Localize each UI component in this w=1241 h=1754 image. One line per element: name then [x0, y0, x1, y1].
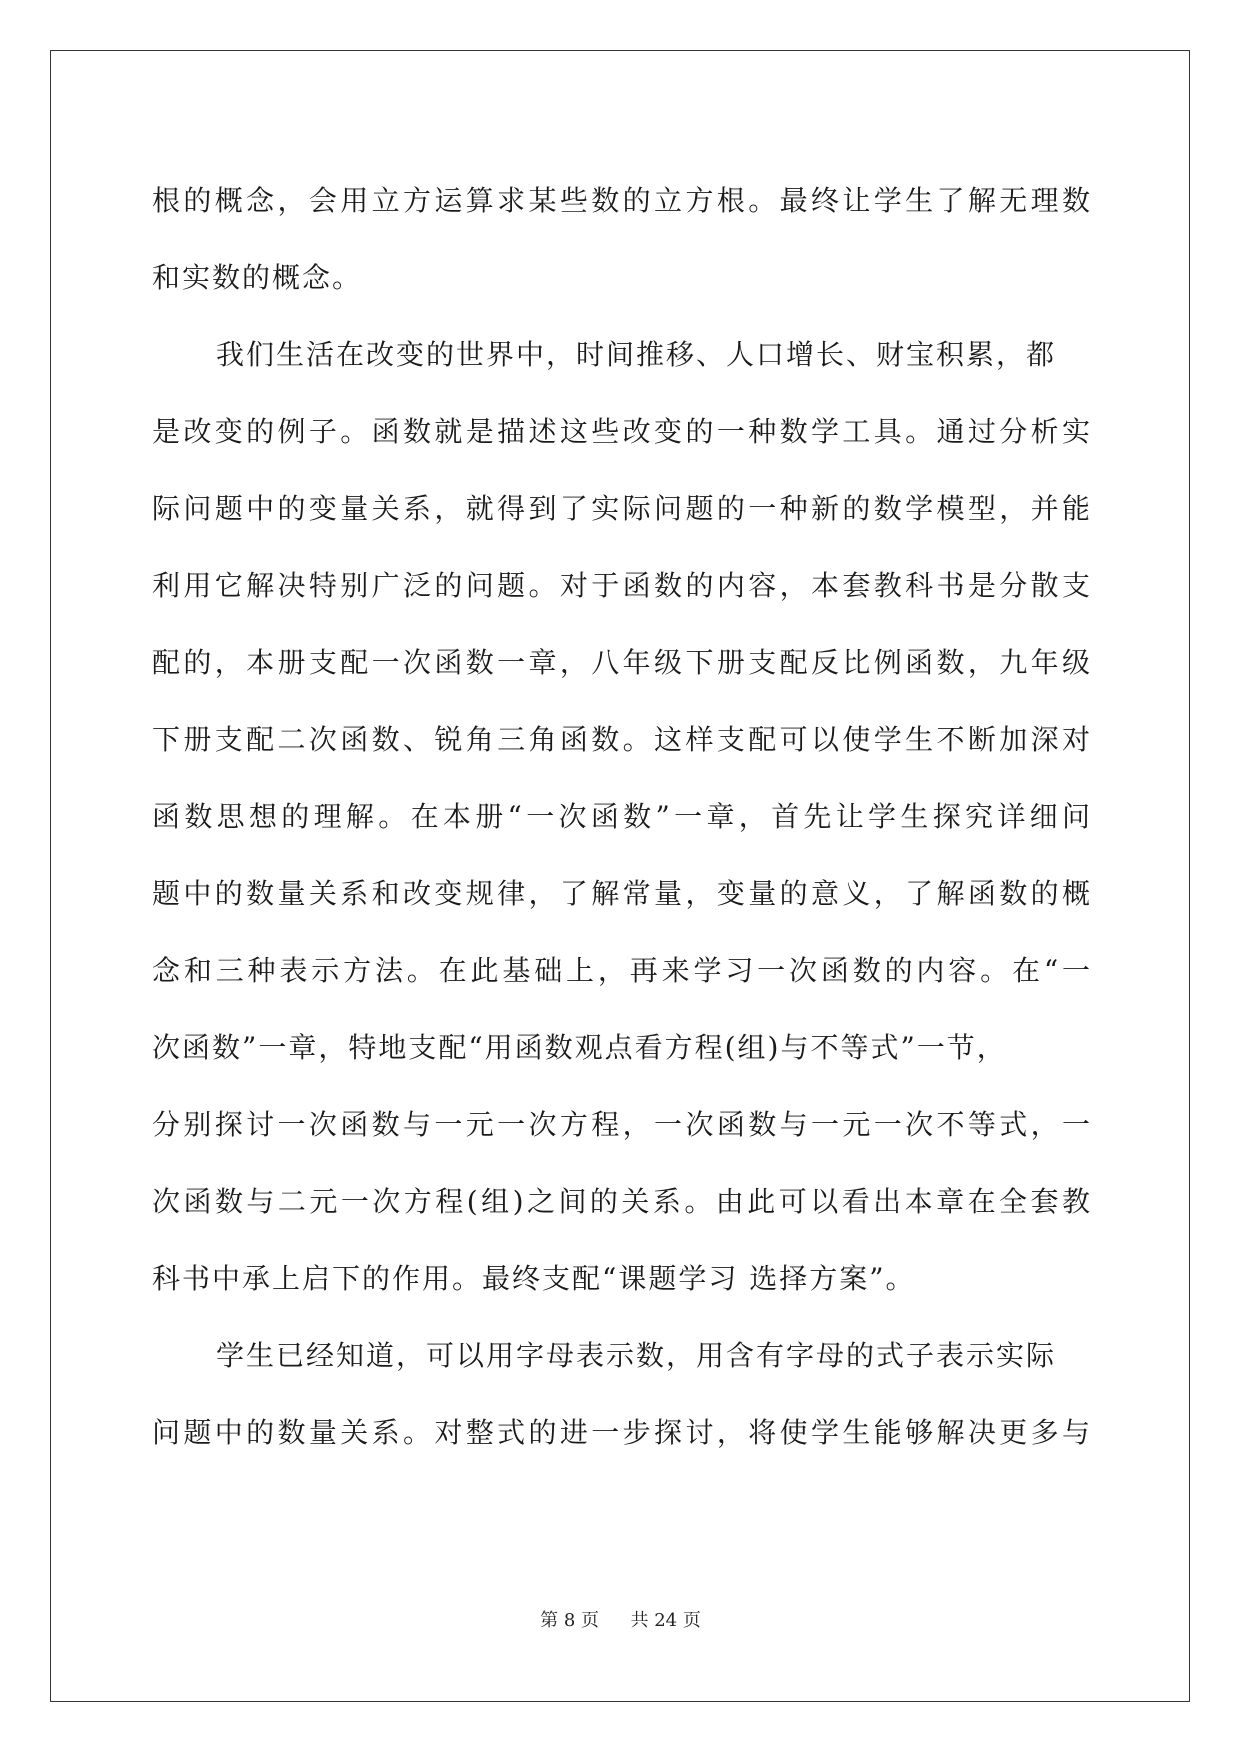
- page-number: 第 8 页: [540, 1610, 600, 1631]
- text-line-5: 际问题中的变量关系，就得到了实际问题的一种新的数学模型，并能: [152, 492, 1092, 525]
- text-line-3: 我们生活在改变的世界中，时间推移、人口增长、财宝积累，都: [216, 338, 1057, 371]
- text-line-8: 下册支配二次函数、锐角三角函数。这样支配可以使学生不断加深对: [152, 723, 1092, 756]
- text-line-14: 次函数与二元一次方程(组)之间的关系。由此可以看出本章在全套教: [152, 1185, 1092, 1218]
- document-body: [152, 162, 1092, 1471]
- text-line-9: 函数思想的理解。在本册“一次函数”一章，首先让学生探究详细问: [152, 800, 1092, 833]
- text-line-11: 念和三种表示方法。在此基础上，再来学习一次函数的内容。在“一: [152, 954, 1092, 987]
- text-line-16: 学生已经知道，可以用字母表示数，用含有字母的式子表示实际: [216, 1339, 1057, 1372]
- text-line-2: 和实数的概念。: [152, 261, 363, 294]
- text-line-6: 利用它解决特别广泛的问题。对于函数的内容，本套教科书是分散支: [152, 569, 1092, 602]
- text-line-4: 是改变的例子。函数就是描述这些改变的一种数学工具。通过分析实: [152, 415, 1092, 448]
- text-line-13: 分别探讨一次函数与一元一次方程，一次函数与一元一次不等式，一: [152, 1108, 1092, 1141]
- text-line-1: 根的概念，会用立方运算求某些数的立方根。最终让学生了解无理数: [152, 184, 1092, 217]
- text-line-12: 次函数”一章，特地支配“用函数观点看方程(组)与不等式”一节，: [152, 1031, 1007, 1064]
- text-line-10: 题中的数量关系和改变规律，了解常量，变量的意义，了解函数的概: [152, 877, 1092, 910]
- text-line-17: 问题中的数量关系。对整式的进一步探讨，将使学生能够解决更多与: [152, 1416, 1092, 1449]
- page-footer: [0, 1606, 1241, 1632]
- text-line-7: 配的，本册支配一次函数一章，八年级下册支配反比例函数，九年级: [152, 646, 1092, 679]
- text-line-15: 科书中承上启下的作用。最终支配“课题学习 选择方案”。: [152, 1262, 916, 1295]
- page-total: 共 24 页: [630, 1610, 701, 1631]
